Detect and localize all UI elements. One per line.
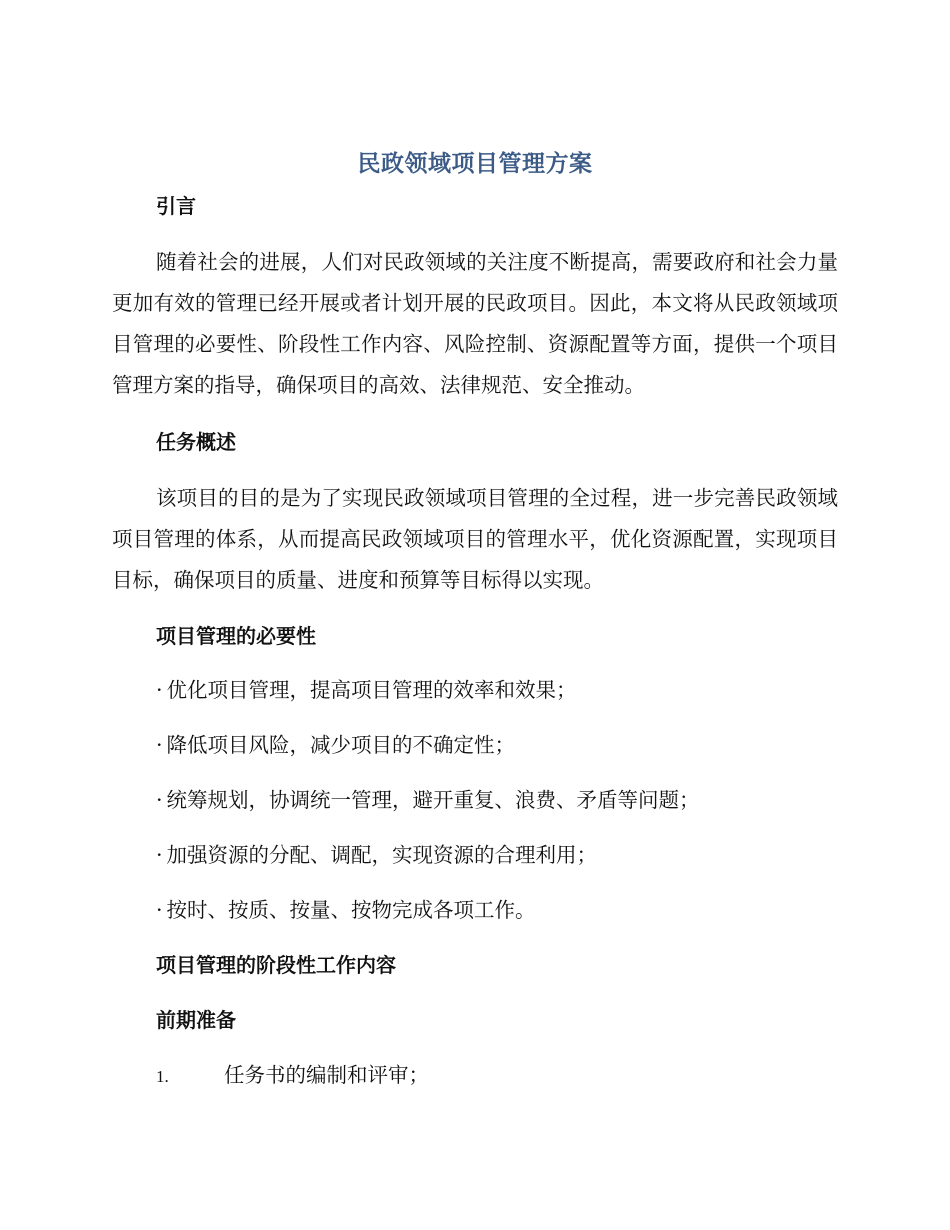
list-item <box>156 784 700 816</box>
list-item <box>156 894 536 926</box>
section-heading-stages: 项目管理的阶段性工作内容 <box>156 953 396 977</box>
document-title: 民政领域项目管理方案 <box>357 151 593 177</box>
numbered-list-item <box>156 1059 429 1093</box>
list-item-text: 降低项目风险，减少项目的不确定性； <box>166 733 516 757</box>
section-heading-preparation: 前期准备 <box>156 1008 236 1032</box>
list-item-text: 按时、按质、按量、按物完成各项工作。 <box>166 898 536 922</box>
list-item-text: 统筹规划，协调统一管理，避开重复、浪费、矛盾等问题； <box>166 788 700 812</box>
list-item <box>156 839 597 871</box>
bullet-marker: · <box>156 788 163 812</box>
list-item <box>156 674 577 706</box>
intro-paragraph: 随着社会的进展，人们对民政领域的关注度不断提高，需要政府和社会力量更加有效的管理已经开展或者计划开展的民政项目。因此，本文将从民政领域项目管理的必要性、阶段性工作内容、风险控制、资源配置等方面，提供一个项目管理方案的指导，确保项目的高效、法律规范、安全推动。 <box>112 250 838 397</box>
bullet-marker: · <box>156 843 163 867</box>
section-heading-necessity: 项目管理的必要性 <box>156 624 316 648</box>
overview-paragraph: 该项目的目的是为了实现民政领域项目管理的全过程，进一步完善民政领域项目管理的体系，从而提高民政领域项目的管理水平，优化资源配置，实现项目目标，确保项目的质量、进度和预算等目标得以实现。 <box>112 486 838 592</box>
bullet-marker: · <box>156 733 163 757</box>
list-item-text: 任务书的编制和评审； <box>224 1063 429 1087</box>
list-item-text: 优化项目管理，提高项目管理的效率和效果； <box>166 678 577 702</box>
section-heading-intro: 引言 <box>156 194 196 218</box>
list-item <box>156 729 515 761</box>
bullet-marker: · <box>156 678 163 702</box>
section-heading-overview: 任务概述 <box>156 430 236 454</box>
list-number: 1. <box>156 1067 169 1086</box>
bullet-marker: · <box>156 898 163 922</box>
list-item-text: 加强资源的分配、调配，实现资源的合理利用； <box>166 843 598 867</box>
